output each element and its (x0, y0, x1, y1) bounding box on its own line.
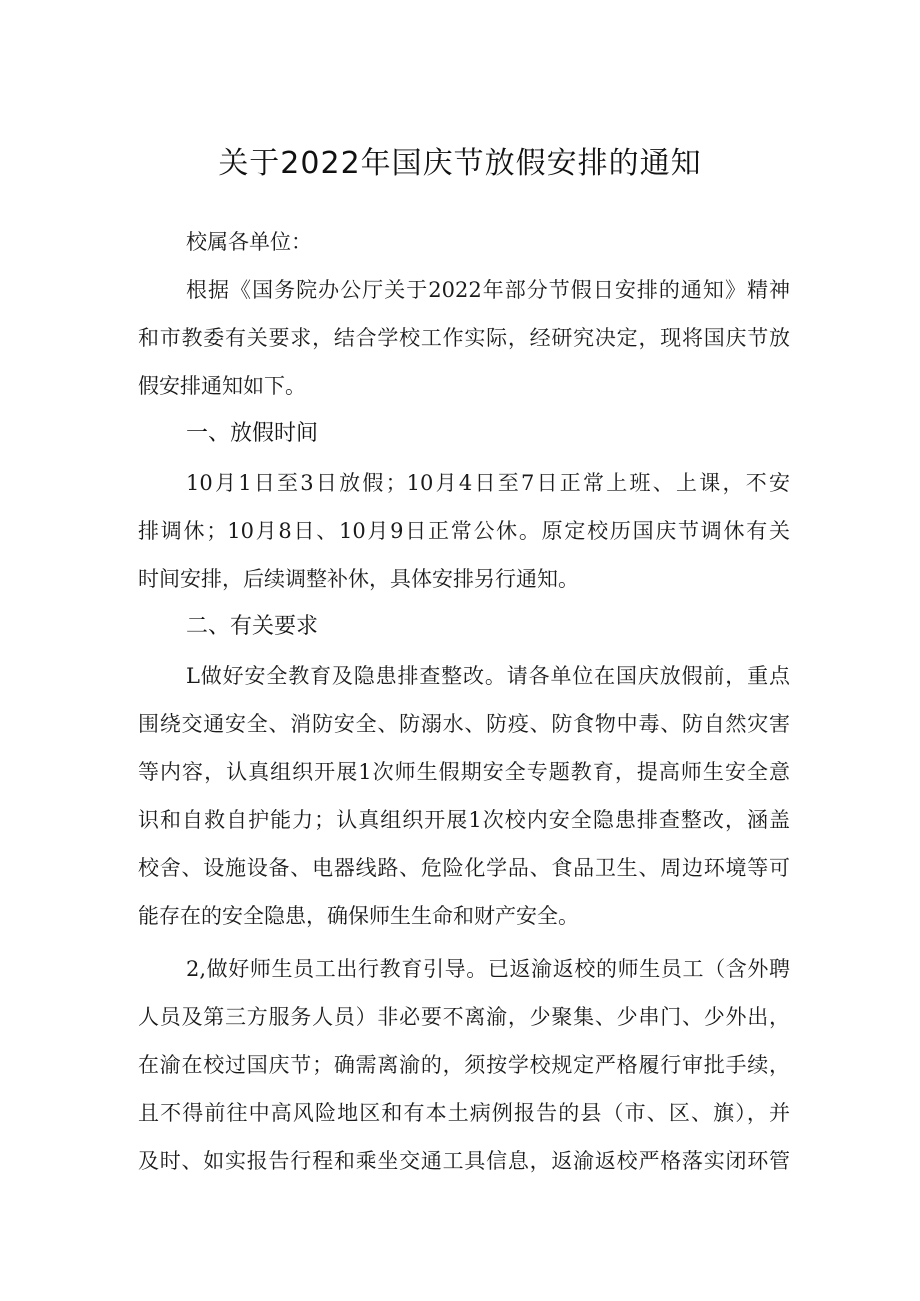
item1-line-5: 校舍、设施设备、电器线路、危险化学品、食品卫生、周边环境等可 (138, 856, 790, 880)
item2-line-3: 在渝在校过国庆节；确需离渝的，须按学校规定严格履行审批手续， (138, 1053, 790, 1077)
section2-heading: 二、有关要求 (186, 614, 319, 639)
item1-line-3: 等内容，认真组织开展1次师生假期安全专题教育，提高师生安全意 (138, 760, 790, 784)
intro-line-2: 和市教委有关要求，结合学校工作实际，经研究决定，现将国庆节放 (138, 326, 790, 350)
document-title: 关于2022年国庆节放假安排的通知 (218, 146, 702, 181)
item2-line-5: 及时、如实报告行程和乘坐交通工具信息，返渝返校严格落实闭环管 (138, 1149, 790, 1173)
item2-line-1: 2,做好师生员工出行教育引导。已返渝返校的师生员工（含外聘 (186, 957, 790, 981)
item2-line-2: 人员及第三方服务人员）非必要不离渝，少聚集、少串门、少外出， (138, 1005, 790, 1029)
section1-heading: 一、放假时间 (186, 421, 319, 446)
item1-line-6: 能存在的安全隐患，确保师生生命和财产安全。 (138, 904, 579, 928)
section1-line-1: 10月1日至3日放假；10月4日至7日正常上班、上课，不安 (186, 471, 790, 495)
section1-line-2: 排调休；10月8日、10月9日正常公休。原定校历国庆节调休有关 (138, 519, 790, 543)
intro-line-3: 假安排通知如下。 (138, 374, 306, 398)
section1-line-3: 时间安排，后续调整补休，具体安排另行通知。 (138, 567, 579, 591)
item1-line-1: L做好安全教育及隐患排查整改。请各单位在国庆放假前，重点 (186, 664, 790, 688)
intro-line-1: 根据《国务院办公厅关于2022年部分节假日安排的通知》精神 (186, 278, 790, 302)
item2-line-4: 且不得前往中高风险地区和有本土病例报告的县（市、区、旗），并 (138, 1101, 790, 1125)
item1-line-2: 围绕交通安全、消防安全、防溺水、防疫、防食物中毒、防自然灾害 (138, 712, 790, 736)
item1-line-4: 识和自救自护能力；认真组织开展1次校内安全隐患排查整改，涵盖 (138, 808, 790, 832)
salutation: 校属各单位： (186, 230, 312, 254)
